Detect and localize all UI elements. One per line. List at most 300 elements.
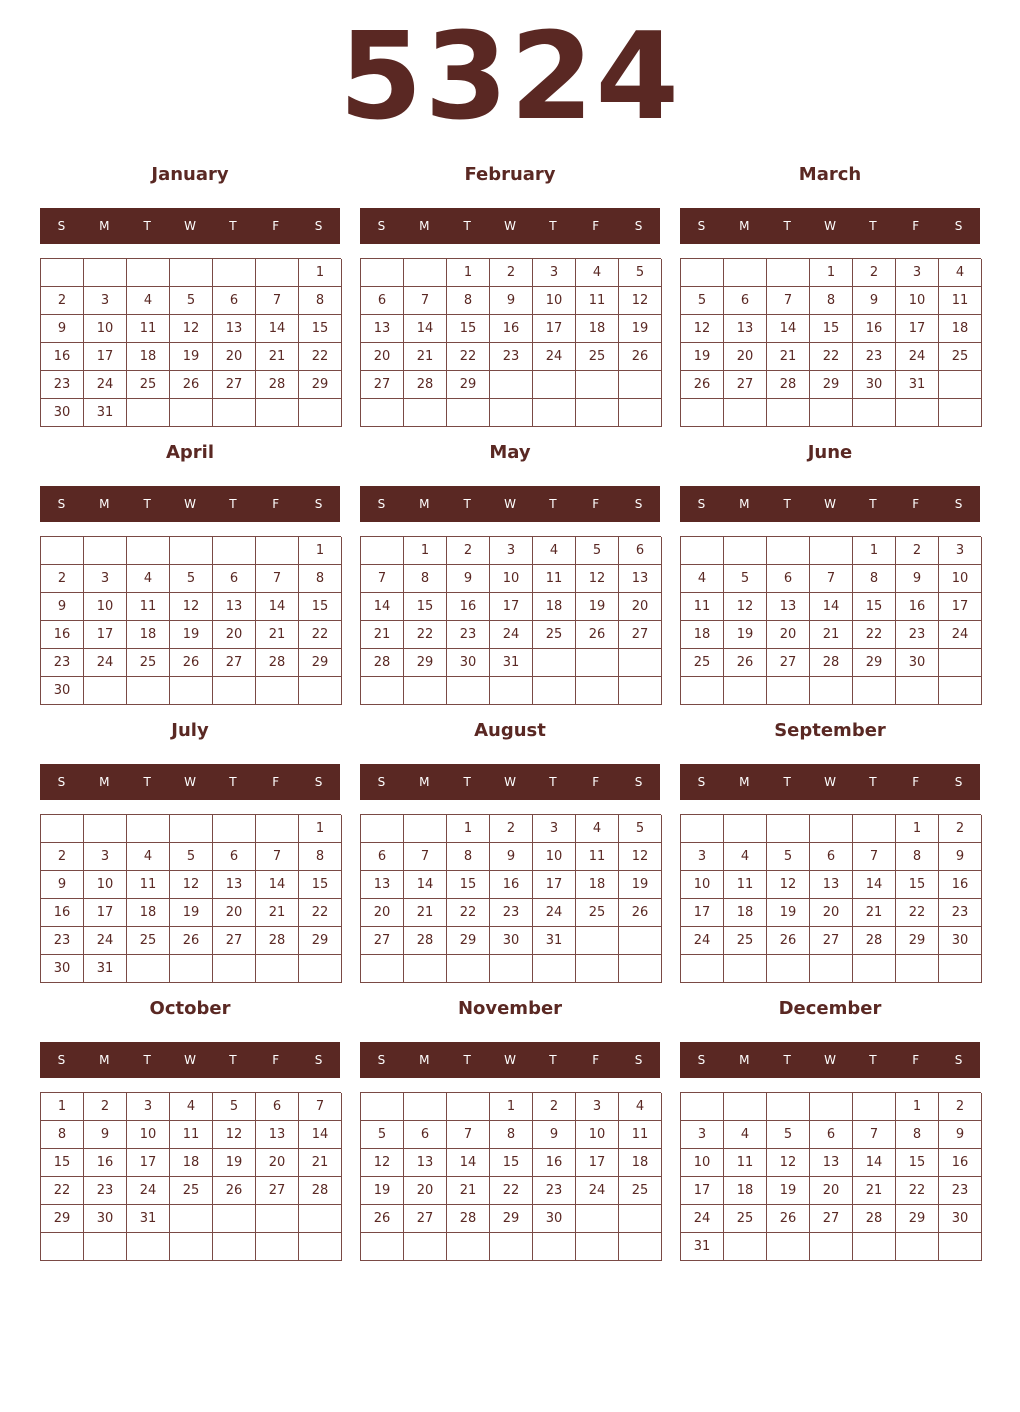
day-cell: 23 — [939, 899, 982, 927]
day-cell: 13 — [361, 871, 404, 899]
day-cell: 9 — [853, 287, 896, 315]
empty-day-cell — [939, 955, 982, 983]
day-cell: 18 — [619, 1149, 662, 1177]
day-cell: 26 — [619, 899, 662, 927]
empty-day-cell — [256, 955, 299, 983]
day-cell: 22 — [447, 899, 490, 927]
day-cell: 8 — [447, 843, 490, 871]
day-cell: 11 — [576, 843, 619, 871]
weekday-label: S — [377, 775, 386, 789]
weekday-label: T — [143, 775, 151, 789]
day-cell: 16 — [896, 593, 939, 621]
day-cell: 20 — [213, 343, 256, 371]
day-cell: 27 — [256, 1177, 299, 1205]
weekday-label: T — [869, 775, 877, 789]
day-cell: 7 — [404, 287, 447, 315]
empty-day-cell — [41, 259, 84, 287]
weekday-label: F — [592, 219, 600, 233]
day-cell: 9 — [939, 1121, 982, 1149]
weekday-label: T — [229, 1053, 237, 1067]
day-cell: 7 — [256, 565, 299, 593]
day-cell: 19 — [724, 621, 767, 649]
day-cell: 24 — [939, 621, 982, 649]
day-cell: 15 — [490, 1149, 533, 1177]
day-cell: 14 — [853, 1149, 896, 1177]
weekday-label: T — [549, 1053, 557, 1067]
day-cell: 12 — [619, 843, 662, 871]
empty-day-cell — [447, 399, 490, 427]
day-cell: 25 — [533, 621, 576, 649]
empty-day-cell — [533, 399, 576, 427]
day-cell: 31 — [490, 649, 533, 677]
day-cell: 25 — [724, 1205, 767, 1233]
empty-day-cell — [127, 537, 170, 565]
day-cell: 17 — [681, 1177, 724, 1205]
day-cell: 7 — [810, 565, 853, 593]
day-cell: 24 — [84, 371, 127, 399]
day-grid — [40, 258, 341, 427]
weekday-header — [40, 764, 340, 800]
day-cell: 8 — [447, 287, 490, 315]
weekday-label: W — [824, 497, 836, 511]
weekday-label: W — [824, 1053, 836, 1067]
weekday-label: S — [634, 775, 643, 789]
day-cell: 9 — [84, 1121, 127, 1149]
day-cell: 19 — [681, 343, 724, 371]
day-cell: 14 — [853, 871, 896, 899]
day-cell: 27 — [213, 927, 256, 955]
day-grid — [360, 536, 661, 705]
empty-day-cell — [213, 677, 256, 705]
day-cell: 23 — [41, 649, 84, 677]
day-cell: 5 — [681, 287, 724, 315]
day-cell: 7 — [767, 287, 810, 315]
empty-day-cell — [724, 677, 767, 705]
day-cell: 18 — [681, 621, 724, 649]
day-cell: 3 — [681, 1121, 724, 1149]
weekday-label: S — [954, 1053, 963, 1067]
day-cell: 2 — [490, 259, 533, 287]
day-cell: 3 — [490, 537, 533, 565]
day-cell: 6 — [767, 565, 810, 593]
day-cell: 15 — [299, 315, 342, 343]
day-cell: 1 — [404, 537, 447, 565]
empty-day-cell — [896, 399, 939, 427]
day-cell: 26 — [724, 649, 767, 677]
day-cell: 8 — [896, 843, 939, 871]
day-cell: 20 — [810, 899, 853, 927]
empty-day-cell — [447, 955, 490, 983]
day-cell: 22 — [299, 899, 342, 927]
day-grid — [680, 814, 981, 983]
empty-day-cell — [361, 1093, 404, 1121]
weekday-label: F — [272, 497, 280, 511]
day-cell: 6 — [361, 287, 404, 315]
weekday-label: F — [912, 1053, 920, 1067]
day-cell: 21 — [256, 621, 299, 649]
empty-day-cell — [170, 399, 213, 427]
day-cell: 16 — [41, 621, 84, 649]
day-cell: 26 — [170, 927, 213, 955]
empty-day-cell — [213, 1205, 256, 1233]
day-cell: 5 — [213, 1093, 256, 1121]
weekday-label: M — [739, 775, 750, 789]
weekday-label: M — [99, 775, 110, 789]
day-grid — [360, 1092, 661, 1261]
day-cell: 1 — [896, 1093, 939, 1121]
day-cell: 24 — [84, 649, 127, 677]
weekday-label: T — [783, 219, 791, 233]
day-cell: 4 — [127, 843, 170, 871]
day-cell: 18 — [170, 1149, 213, 1177]
day-cell: 30 — [896, 649, 939, 677]
day-cell: 3 — [533, 815, 576, 843]
day-cell: 17 — [533, 871, 576, 899]
day-cell: 6 — [361, 843, 404, 871]
day-cell: 13 — [213, 315, 256, 343]
day-cell: 2 — [853, 259, 896, 287]
day-cell: 26 — [767, 927, 810, 955]
day-cell: 29 — [447, 371, 490, 399]
weekday-label: S — [697, 219, 706, 233]
day-cell: 11 — [619, 1121, 662, 1149]
day-cell: 20 — [724, 343, 767, 371]
day-cell: 12 — [724, 593, 767, 621]
weekday-label: M — [739, 219, 750, 233]
day-cell: 26 — [170, 371, 213, 399]
day-cell: 10 — [84, 315, 127, 343]
day-cell: 5 — [170, 565, 213, 593]
weekday-label: M — [99, 219, 110, 233]
day-cell: 31 — [127, 1205, 170, 1233]
day-cell: 6 — [810, 843, 853, 871]
empty-day-cell — [404, 399, 447, 427]
day-cell: 14 — [256, 593, 299, 621]
empty-day-cell — [767, 1093, 810, 1121]
empty-day-cell — [256, 1233, 299, 1261]
empty-day-cell — [939, 677, 982, 705]
day-cell: 21 — [256, 343, 299, 371]
empty-day-cell — [361, 677, 404, 705]
day-cell: 6 — [213, 287, 256, 315]
empty-day-cell — [681, 815, 724, 843]
day-cell: 24 — [576, 1177, 619, 1205]
empty-day-cell — [810, 1233, 853, 1261]
day-cell: 29 — [299, 649, 342, 677]
day-cell: 14 — [361, 593, 404, 621]
day-cell: 8 — [299, 843, 342, 871]
empty-day-cell — [767, 815, 810, 843]
empty-day-cell — [939, 399, 982, 427]
empty-day-cell — [404, 955, 447, 983]
empty-day-cell — [127, 677, 170, 705]
weekday-label: F — [912, 497, 920, 511]
weekday-label: S — [314, 497, 323, 511]
empty-day-cell — [404, 815, 447, 843]
day-cell: 20 — [619, 593, 662, 621]
weekday-label: S — [697, 497, 706, 511]
empty-day-cell — [404, 677, 447, 705]
weekday-label: T — [229, 219, 237, 233]
day-cell: 16 — [84, 1149, 127, 1177]
day-cell: 9 — [41, 315, 84, 343]
day-cell: 10 — [84, 871, 127, 899]
day-cell: 30 — [490, 927, 533, 955]
day-cell: 13 — [213, 871, 256, 899]
weekday-label: T — [783, 775, 791, 789]
day-cell: 20 — [767, 621, 810, 649]
weekday-label: W — [184, 497, 196, 511]
day-cell: 4 — [170, 1093, 213, 1121]
day-cell: 3 — [533, 259, 576, 287]
day-cell: 4 — [127, 287, 170, 315]
day-cell: 6 — [256, 1093, 299, 1121]
day-cell: 26 — [767, 1205, 810, 1233]
day-cell: 29 — [853, 649, 896, 677]
empty-day-cell — [576, 1205, 619, 1233]
weekday-label: F — [272, 775, 280, 789]
day-cell: 1 — [299, 815, 342, 843]
day-cell: 2 — [939, 815, 982, 843]
day-cell: 14 — [404, 315, 447, 343]
day-cell: 17 — [490, 593, 533, 621]
day-cell: 23 — [41, 371, 84, 399]
empty-day-cell — [490, 1233, 533, 1261]
weekday-label: T — [463, 219, 471, 233]
empty-day-cell — [576, 649, 619, 677]
day-cell: 29 — [490, 1205, 533, 1233]
empty-day-cell — [404, 1093, 447, 1121]
day-grid — [40, 536, 341, 705]
day-cell: 15 — [896, 1149, 939, 1177]
day-cell: 25 — [127, 371, 170, 399]
day-cell: 23 — [896, 621, 939, 649]
day-cell: 14 — [404, 871, 447, 899]
weekday-label: F — [592, 1053, 600, 1067]
weekday-label: S — [697, 1053, 706, 1067]
empty-day-cell — [127, 815, 170, 843]
weekday-label: T — [783, 497, 791, 511]
day-cell: 25 — [619, 1177, 662, 1205]
empty-day-cell — [299, 1205, 342, 1233]
day-cell: 1 — [810, 259, 853, 287]
weekday-label: M — [419, 219, 430, 233]
day-cell: 24 — [490, 621, 533, 649]
day-cell: 30 — [84, 1205, 127, 1233]
empty-day-cell — [299, 677, 342, 705]
empty-day-cell — [576, 1233, 619, 1261]
day-cell: 4 — [619, 1093, 662, 1121]
day-grid — [40, 1092, 341, 1261]
day-cell: 19 — [361, 1177, 404, 1205]
day-cell: 2 — [84, 1093, 127, 1121]
day-cell: 22 — [447, 343, 490, 371]
day-cell: 2 — [533, 1093, 576, 1121]
weekday-label: T — [549, 497, 557, 511]
day-cell: 5 — [619, 259, 662, 287]
day-cell: 27 — [724, 371, 767, 399]
day-cell: 10 — [681, 871, 724, 899]
day-cell: 27 — [767, 649, 810, 677]
day-cell: 5 — [767, 1121, 810, 1149]
empty-day-cell — [256, 677, 299, 705]
weekday-label: T — [783, 1053, 791, 1067]
day-cell: 24 — [533, 899, 576, 927]
empty-day-cell — [681, 677, 724, 705]
day-cell: 11 — [127, 871, 170, 899]
empty-day-cell — [724, 1093, 767, 1121]
day-cell: 31 — [84, 399, 127, 427]
weekday-label: W — [184, 775, 196, 789]
day-cell: 25 — [127, 927, 170, 955]
empty-day-cell — [84, 259, 127, 287]
day-cell: 6 — [213, 843, 256, 871]
day-cell: 2 — [447, 537, 490, 565]
empty-day-cell — [619, 677, 662, 705]
empty-day-cell — [810, 1093, 853, 1121]
day-cell: 19 — [767, 1177, 810, 1205]
weekday-label: S — [954, 497, 963, 511]
day-cell: 9 — [490, 843, 533, 871]
day-grid — [680, 258, 981, 427]
empty-day-cell — [767, 1233, 810, 1261]
empty-day-cell — [576, 399, 619, 427]
day-cell: 5 — [170, 843, 213, 871]
day-cell: 6 — [724, 287, 767, 315]
empty-day-cell — [404, 259, 447, 287]
day-cell: 9 — [939, 843, 982, 871]
month-name: June — [807, 442, 853, 463]
weekday-header — [680, 208, 980, 244]
empty-day-cell — [447, 1233, 490, 1261]
day-cell: 26 — [361, 1205, 404, 1233]
day-cell: 17 — [84, 621, 127, 649]
weekday-label: S — [377, 219, 386, 233]
day-cell: 2 — [41, 287, 84, 315]
empty-day-cell — [170, 677, 213, 705]
month-name: December — [778, 998, 882, 1019]
day-cell: 28 — [404, 371, 447, 399]
day-cell: 28 — [256, 371, 299, 399]
empty-day-cell — [447, 677, 490, 705]
day-cell: 13 — [361, 315, 404, 343]
day-cell: 25 — [170, 1177, 213, 1205]
day-cell: 13 — [213, 593, 256, 621]
day-cell: 4 — [576, 815, 619, 843]
day-cell: 30 — [939, 1205, 982, 1233]
day-cell: 26 — [213, 1177, 256, 1205]
day-cell: 28 — [299, 1177, 342, 1205]
day-cell: 22 — [896, 1177, 939, 1205]
day-cell: 13 — [256, 1121, 299, 1149]
weekday-label: M — [419, 1053, 430, 1067]
empty-day-cell — [170, 537, 213, 565]
empty-day-cell — [853, 815, 896, 843]
weekday-label: F — [272, 219, 280, 233]
day-cell: 31 — [681, 1233, 724, 1261]
weekday-label: S — [377, 1053, 386, 1067]
day-cell: 18 — [127, 621, 170, 649]
empty-day-cell — [533, 371, 576, 399]
day-cell: 9 — [896, 565, 939, 593]
empty-day-cell — [619, 399, 662, 427]
day-cell: 10 — [939, 565, 982, 593]
empty-day-cell — [576, 677, 619, 705]
day-cell: 1 — [490, 1093, 533, 1121]
weekday-label: W — [504, 775, 516, 789]
day-cell: 21 — [256, 899, 299, 927]
day-cell: 30 — [853, 371, 896, 399]
day-cell: 29 — [299, 371, 342, 399]
day-cell: 4 — [939, 259, 982, 287]
weekday-label: F — [272, 1053, 280, 1067]
day-cell: 13 — [810, 1149, 853, 1177]
weekday-label: W — [184, 1053, 196, 1067]
day-cell: 20 — [361, 343, 404, 371]
day-cell: 19 — [170, 621, 213, 649]
day-cell: 3 — [576, 1093, 619, 1121]
day-cell: 22 — [299, 343, 342, 371]
empty-day-cell — [490, 371, 533, 399]
day-cell: 27 — [810, 927, 853, 955]
day-cell: 1 — [447, 815, 490, 843]
empty-day-cell — [361, 399, 404, 427]
weekday-label: S — [634, 1053, 643, 1067]
day-cell: 11 — [127, 593, 170, 621]
day-cell: 24 — [896, 343, 939, 371]
empty-day-cell — [896, 677, 939, 705]
day-cell: 12 — [170, 315, 213, 343]
empty-day-cell — [724, 1233, 767, 1261]
day-cell: 19 — [213, 1149, 256, 1177]
day-cell: 18 — [724, 899, 767, 927]
day-cell: 29 — [41, 1205, 84, 1233]
day-cell: 28 — [256, 649, 299, 677]
weekday-label: T — [229, 775, 237, 789]
day-cell: 15 — [299, 871, 342, 899]
day-cell: 12 — [361, 1149, 404, 1177]
day-cell: 22 — [853, 621, 896, 649]
day-cell: 21 — [404, 343, 447, 371]
day-cell: 16 — [939, 871, 982, 899]
day-cell: 25 — [681, 649, 724, 677]
weekday-label: W — [504, 219, 516, 233]
weekday-label: T — [869, 219, 877, 233]
day-cell: 9 — [490, 287, 533, 315]
empty-day-cell — [299, 399, 342, 427]
day-cell: 30 — [41, 677, 84, 705]
day-cell: 1 — [896, 815, 939, 843]
day-cell: 10 — [681, 1149, 724, 1177]
empty-day-cell — [127, 259, 170, 287]
day-cell: 15 — [447, 871, 490, 899]
day-cell: 15 — [299, 593, 342, 621]
empty-day-cell — [41, 1233, 84, 1261]
day-cell: 31 — [84, 955, 127, 983]
day-cell: 16 — [447, 593, 490, 621]
weekday-label: M — [419, 775, 430, 789]
weekday-header — [680, 486, 980, 522]
empty-day-cell — [213, 1233, 256, 1261]
empty-day-cell — [853, 1093, 896, 1121]
day-cell: 28 — [447, 1205, 490, 1233]
day-cell: 12 — [619, 287, 662, 315]
day-cell: 21 — [767, 343, 810, 371]
weekday-label: T — [143, 219, 151, 233]
day-cell: 29 — [404, 649, 447, 677]
empty-day-cell — [853, 1233, 896, 1261]
day-cell: 10 — [533, 843, 576, 871]
